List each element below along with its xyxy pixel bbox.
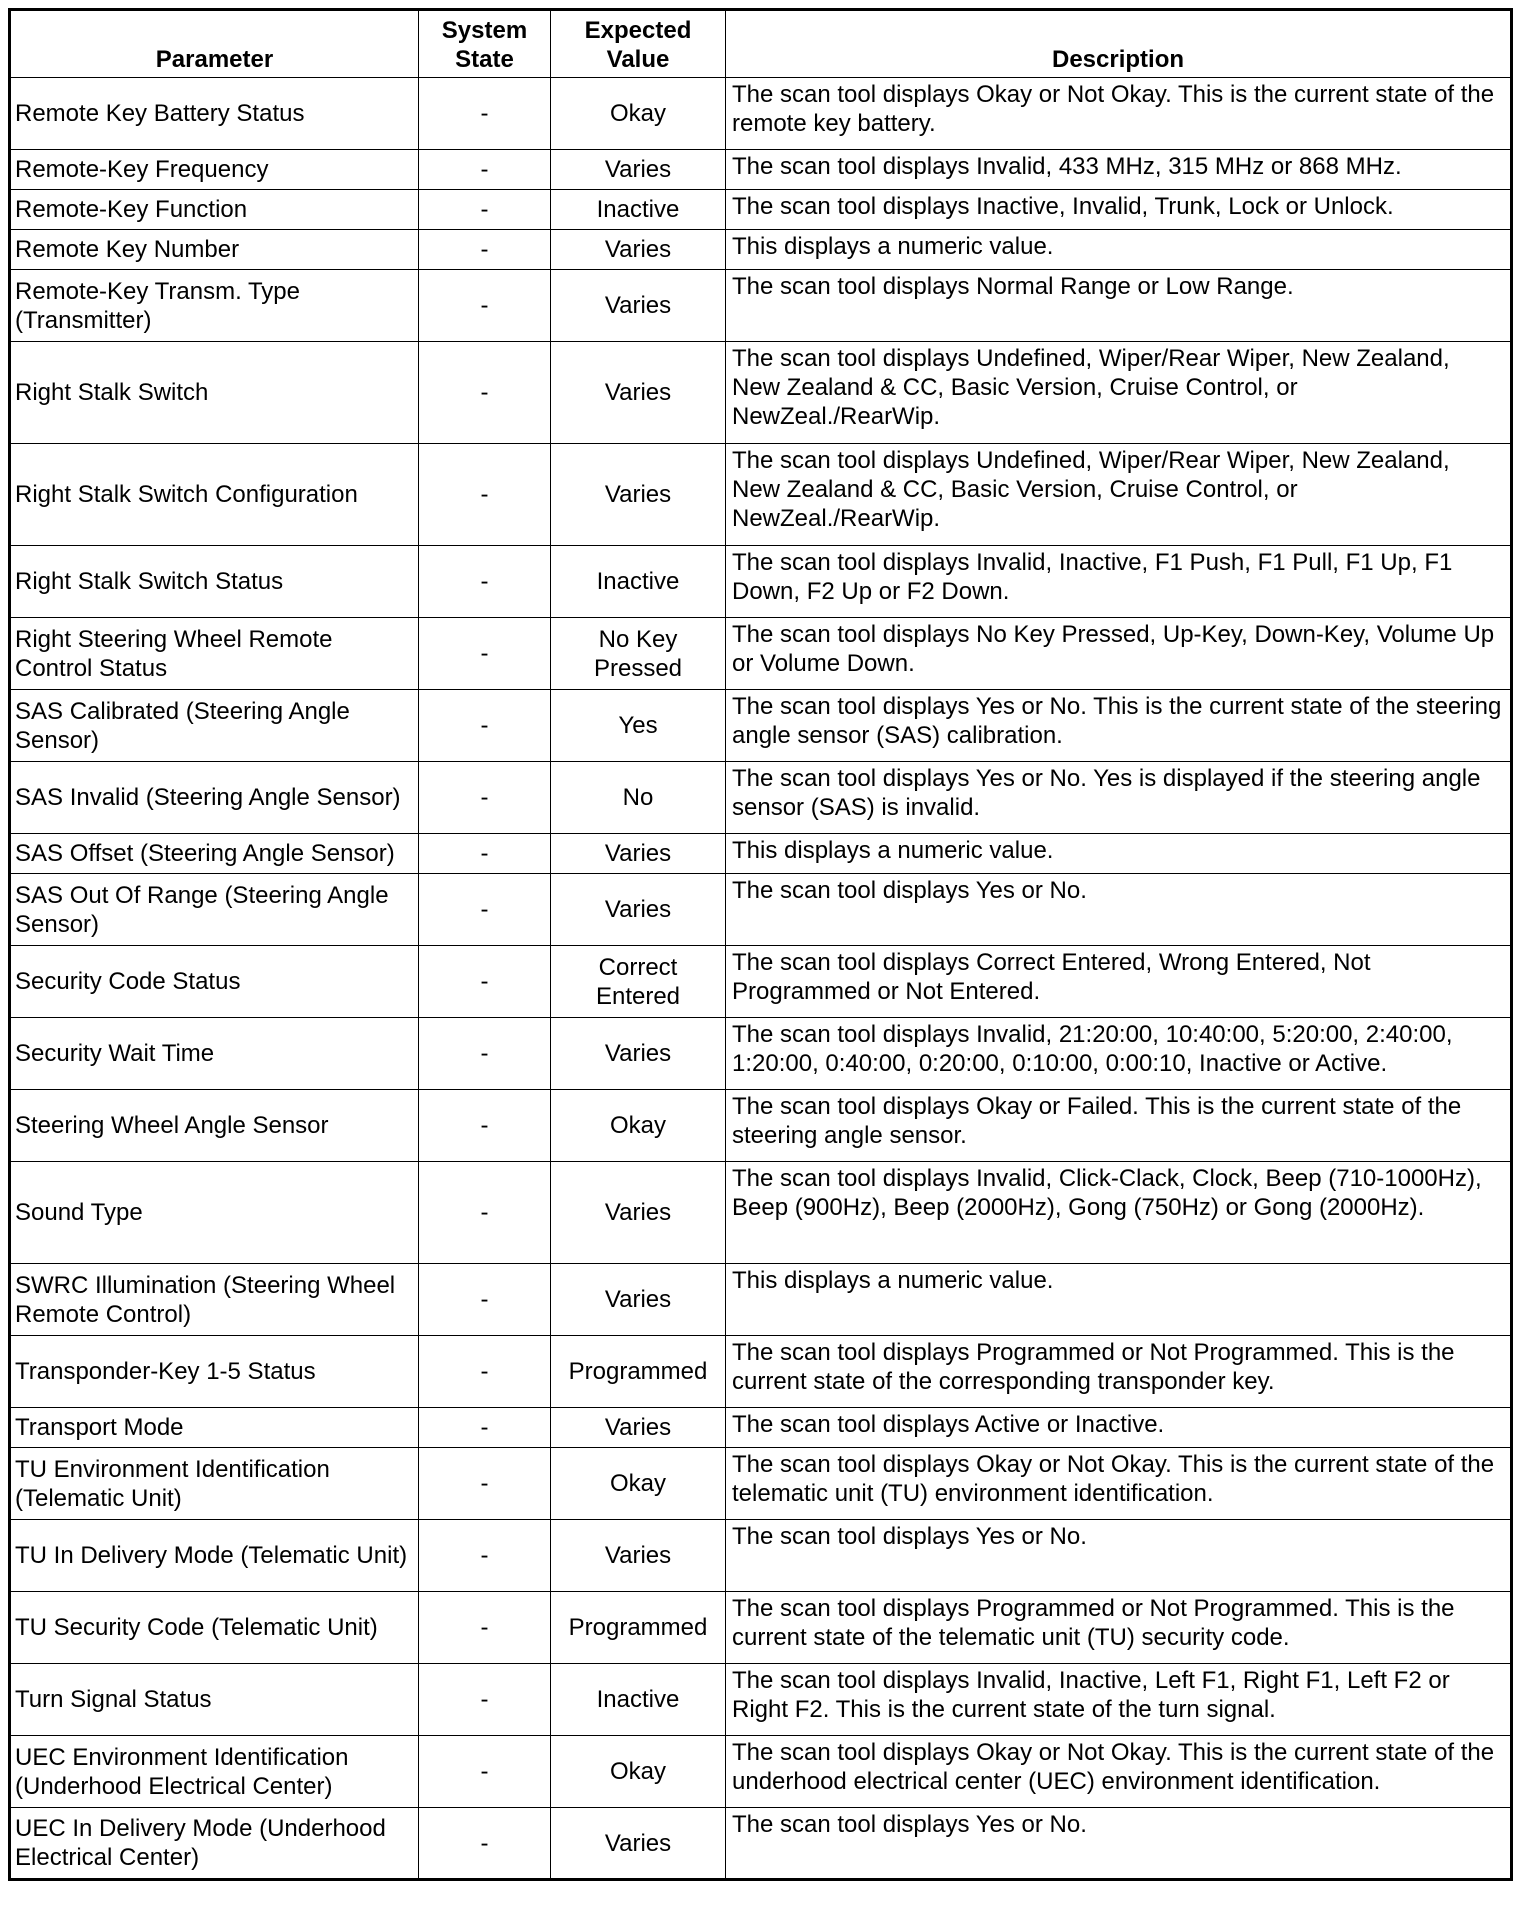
parameter-cell: Security Wait Time [10,1018,419,1090]
expected-value-cell: Varies [551,874,726,946]
table-row [10,270,1512,342]
expected-value-cell: Varies [551,1408,726,1448]
expected-value-cell: Inactive [551,190,726,230]
table-row [10,190,1512,230]
expected-value-cell: Correct Entered [551,946,726,1018]
system-state-cell: - [419,230,551,270]
table-row [10,946,1512,1018]
table-row [10,874,1512,946]
expected-value-cell: Inactive [551,546,726,618]
parameter-cell: Steering Wheel Angle Sensor [10,1090,419,1162]
system-state-cell: - [419,1018,551,1090]
system-state-cell: - [419,1336,551,1408]
expected-value-cell: Varies [551,1808,726,1880]
table-row [10,1090,1512,1162]
table-row [10,1736,1512,1808]
system-state-cell: - [419,546,551,618]
table-row [10,1592,1512,1664]
expected-value-cell: Varies [551,1264,726,1336]
description-cell: The scan tool displays Undefined, Wiper/Rear Wiper, New Zealand, New Zealand & CC, Basic Version, Cruise Control, or NewZeal./RearWip. [726,444,1512,546]
parameter-table [8,8,1513,1881]
parameter-cell: TU In Delivery Mode (Telematic Unit) [10,1520,419,1592]
system-state-cell: - [419,1264,551,1336]
system-state-cell: - [419,444,551,546]
system-state-cell: - [419,690,551,762]
table-row [10,1336,1512,1408]
system-state-cell: - [419,1664,551,1736]
table-row [10,618,1512,690]
table-row [10,834,1512,874]
system-state-cell: - [419,874,551,946]
system-state-cell: - [419,1162,551,1264]
expected-value-cell: Varies [551,150,726,190]
parameter-cell: Remote-Key Frequency [10,150,419,190]
table-row [10,444,1512,546]
expected-value-cell: Yes [551,690,726,762]
parameter-cell: Transponder-Key 1-5 Status [10,1336,419,1408]
system-state-cell: - [419,270,551,342]
description-cell: The scan tool displays Yes or No. [726,1808,1512,1880]
system-state-cell: - [419,1808,551,1880]
expected-value-cell: Okay [551,1448,726,1520]
parameter-cell: Right Steering Wheel Remote Control Status [10,618,419,690]
description-cell: The scan tool displays Yes or No. [726,874,1512,946]
parameter-cell: Transport Mode [10,1408,419,1448]
parameter-cell: SAS Calibrated (Steering Angle Sensor) [10,690,419,762]
parameter-cell: Remote-Key Function [10,190,419,230]
system-state-cell: - [419,1520,551,1592]
parameter-cell: TU Security Code (Telematic Unit) [10,1592,419,1664]
description-cell: The scan tool displays Okay or Not Okay. This is the current state of the telematic unit (TU) environment identification. [726,1448,1512,1520]
parameter-cell: UEC In Delivery Mode (Underhood Electrical Center) [10,1808,419,1880]
system-state-cell: - [419,762,551,834]
parameter-cell: Sound Type [10,1162,419,1264]
description-cell: The scan tool displays Okay or Not Okay. This is the current state of the remote key battery. [726,78,1512,150]
parameter-cell: Right Stalk Switch Configuration [10,444,419,546]
parameter-cell: SAS Offset (Steering Angle Sensor) [10,834,419,874]
table-row [10,1408,1512,1448]
expected-value-cell: Varies [551,834,726,874]
description-cell: The scan tool displays Invalid, 21:20:00, 10:40:00, 5:20:00, 2:40:00, 1:20:00, 0:40:00, 0:20:00, 0:10:00, 0:00:10, Inactive or Active. [726,1018,1512,1090]
parameter-cell: Turn Signal Status [10,1664,419,1736]
expected-value-cell: No Key Pressed [551,618,726,690]
description-cell: The scan tool displays Active or Inactive. [726,1408,1512,1448]
table-row [10,1520,1512,1592]
description-cell: The scan tool displays Okay or Failed. This is the current state of the steering angle sensor. [726,1090,1512,1162]
parameter-cell: SAS Out Of Range (Steering Angle Sensor) [10,874,419,946]
expected-value-cell: Programmed [551,1592,726,1664]
table-row [10,342,1512,444]
description-cell: The scan tool displays Programmed or Not Programmed. This is the current state of the telematic unit (TU) security code. [726,1592,1512,1664]
table-row [10,546,1512,618]
table-row [10,1018,1512,1090]
description-cell: The scan tool displays Invalid, 433 MHz, 315 MHz or 868 MHz. [726,150,1512,190]
header-description: Description [726,10,1512,78]
system-state-cell: - [419,78,551,150]
description-cell: The scan tool displays Yes or No. Yes is displayed if the steering angle sensor (SAS) is invalid. [726,762,1512,834]
table-header-row [10,10,1512,78]
system-state-cell: - [419,1448,551,1520]
description-cell: The scan tool displays Programmed or Not Programmed. This is the current state of the corresponding transponder key. [726,1336,1512,1408]
description-cell: The scan tool displays Normal Range or Low Range. [726,270,1512,342]
system-state-cell: - [419,190,551,230]
expected-value-cell: Varies [551,1162,726,1264]
system-state-cell: - [419,150,551,190]
expected-value-cell: Okay [551,1736,726,1808]
table-row [10,1808,1512,1880]
header-system-state: System State [419,10,551,78]
table-row [10,762,1512,834]
expected-value-cell: Varies [551,444,726,546]
parameter-cell: TU Environment Identification (Telematic Unit) [10,1448,419,1520]
parameter-cell: Security Code Status [10,946,419,1018]
expected-value-cell: Programmed [551,1336,726,1408]
description-cell: The scan tool displays No Key Pressed, Up-Key, Down-Key, Volume Up or Volume Down. [726,618,1512,690]
description-cell: The scan tool displays Yes or No. This is the current state of the steering angle sensor (SAS) calibration. [726,690,1512,762]
system-state-cell: - [419,1408,551,1448]
description-cell: The scan tool displays Invalid, Inactive, Left F1, Right F1, Left F2 or Right F2. This is the current state of the turn signal. [726,1664,1512,1736]
expected-value-cell: Varies [551,230,726,270]
expected-value-cell: Okay [551,1090,726,1162]
header-parameter: Parameter [10,10,419,78]
system-state-cell: - [419,1090,551,1162]
system-state-cell: - [419,946,551,1018]
parameter-cell: SWRC Illumination (Steering Wheel Remote Control) [10,1264,419,1336]
description-cell: The scan tool displays Yes or No. [726,1520,1512,1592]
expected-value-cell: Varies [551,342,726,444]
table-row [10,1264,1512,1336]
system-state-cell: - [419,618,551,690]
table-row [10,1162,1512,1264]
expected-value-cell: Inactive [551,1664,726,1736]
parameter-cell: UEC Environment Identification (Underhood Electrical Center) [10,1736,419,1808]
description-cell: The scan tool displays Invalid, Click-Clack, Clock, Beep (710-1000Hz), Beep (900Hz), Beep (2000Hz), Gong (750Hz) or Gong (2000Hz). [726,1162,1512,1264]
system-state-cell: - [419,1736,551,1808]
expected-value-cell: No [551,762,726,834]
expected-value-cell: Okay [551,78,726,150]
description-cell: The scan tool displays Invalid, Inactive, F1 Push, F1 Pull, F1 Up, F1 Down, F2 Up or F2 Down. [726,546,1512,618]
expected-value-cell: Varies [551,1018,726,1090]
parameter-cell: Right Stalk Switch [10,342,419,444]
description-cell: This displays a numeric value. [726,834,1512,874]
description-cell: This displays a numeric value. [726,1264,1512,1336]
table-row [10,230,1512,270]
system-state-cell: - [419,342,551,444]
table-row [10,78,1512,150]
parameter-cell: Remote Key Number [10,230,419,270]
parameter-cell: Right Stalk Switch Status [10,546,419,618]
parameter-cell: Remote Key Battery Status [10,78,419,150]
description-cell: The scan tool displays Correct Entered, Wrong Entered, Not Programmed or Not Entered. [726,946,1512,1018]
parameter-cell: Remote-Key Transm. Type (Transmitter) [10,270,419,342]
system-state-cell: - [419,1592,551,1664]
description-cell: The scan tool displays Undefined, Wiper/Rear Wiper, New Zealand, New Zealand & CC, Basic Version, Cruise Control, or NewZeal./RearWip. [726,342,1512,444]
description-cell: The scan tool displays Okay or Not Okay. This is the current state of the underhood electrical center (UEC) environment identification. [726,1736,1512,1808]
system-state-cell: - [419,834,551,874]
table-row [10,1448,1512,1520]
expected-value-cell: Varies [551,1520,726,1592]
table-row [10,1664,1512,1736]
description-cell: The scan tool displays Inactive, Invalid, Trunk, Lock or Unlock. [726,190,1512,230]
table-row [10,150,1512,190]
description-cell: This displays a numeric value. [726,230,1512,270]
expected-value-cell: Varies [551,270,726,342]
parameter-table-sheet [8,8,1510,1881]
table-row [10,690,1512,762]
parameter-cell: SAS Invalid (Steering Angle Sensor) [10,762,419,834]
header-expected-value: Expected Value [551,10,726,78]
